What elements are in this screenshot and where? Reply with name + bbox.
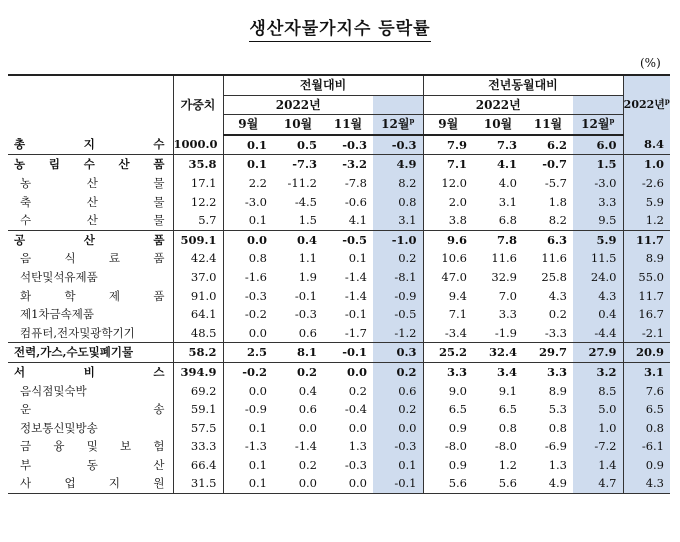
row-label: 축 산 물 [8,193,173,212]
table-row [8,135,670,155]
row-weight: 35.8 [173,155,223,174]
cell-mom: 2.2 [248,175,267,190]
row-label: 총 지 수 [8,135,173,155]
cell-yoy: 0.4 [573,305,623,324]
cell-mom: 0.0 [323,362,373,381]
cell-mom: 0.8 [373,193,423,212]
cell-mom: -0.9 [373,287,423,306]
table-row [8,193,670,212]
row-label: 석탄및석유제품 [8,268,173,287]
cell-mom: 0.0 [298,420,317,435]
cell-mom: -0.3 [373,437,423,456]
cell-yoy: 3.8 [448,213,467,228]
table-row [8,382,670,401]
cell-mom: -0.5 [323,230,373,249]
cell-yoy: 8.2 [548,213,567,228]
table-row [8,456,670,475]
row-label: 제1차금속제품 [8,305,173,324]
cell-mom: -0.2 [244,307,267,322]
row-label: 음식점및숙박 [8,382,173,401]
cell-annual: 55.0 [623,268,670,287]
cell-mom: 0.2 [273,362,323,381]
table-row [8,268,670,287]
cell-mom: -0.4 [344,402,367,417]
cell-mom: 1.3 [348,439,367,454]
cell-mom: 0.0 [223,230,273,249]
cell-yoy: 5.6 [423,474,473,493]
cell-mom: -1.2 [373,324,423,343]
cell-annual: 3.1 [623,362,670,381]
cell-yoy: 0.8 [548,420,567,435]
row-weight: 91.0 [173,287,223,306]
cell-yoy: 11.6 [491,251,517,266]
row-label: 사 업 지 원 [8,474,173,493]
cell-annual: 0.8 [623,419,670,438]
cell-mom: 0.2 [348,383,367,398]
row-weight: 58.2 [173,343,223,363]
cell-yoy: 8.9 [548,383,567,398]
cell-yoy: 4.3 [573,287,623,306]
cell-yoy: 0.2 [548,307,567,322]
cell-mom: 0.0 [273,474,323,493]
cell-mom: 0.1 [223,155,273,174]
cell-mom: -1.4 [344,269,367,284]
cell-yoy: 3.3 [523,362,573,381]
cell-yoy: 47.0 [441,269,467,284]
cell-yoy: -3.0 [573,174,623,193]
cell-annual: 1.2 [623,211,670,230]
row-label: 수 산 물 [8,211,173,230]
cell-annual: 16.7 [623,305,670,324]
cell-mom: 4.1 [348,213,367,228]
cell-yoy: 25.8 [541,269,567,284]
cell-mom: 0.2 [298,457,317,472]
cell-yoy: 5.0 [573,400,623,419]
cell-mom: -0.3 [294,307,317,322]
cell-yoy: 12.0 [441,175,467,190]
table-row [8,324,670,343]
cell-yoy: 0.9 [448,457,467,472]
cell-yoy: 6.0 [573,135,623,155]
header-mom-m10: 10월 [273,115,323,135]
row-weight: 1000.0 [173,135,223,155]
price-index-table [8,74,670,494]
cell-yoy: 7.9 [446,137,467,152]
cell-mom: 0.1 [246,137,267,152]
cell-mom: -1.3 [244,439,267,454]
cell-annual: 20.9 [623,343,670,363]
cell-yoy: 4.9 [523,474,573,493]
header-mom-m9: 9월 [223,115,273,135]
header-mom-year-cont [373,95,423,115]
cell-mom: -0.2 [223,362,273,381]
cell-yoy: 32.4 [473,343,523,363]
row-weight: 394.9 [173,362,223,381]
cell-mom: -0.1 [323,343,373,363]
cell-annual: 1.0 [623,155,670,174]
cell-yoy: 5.9 [573,230,623,249]
cell-mom: 0.3 [373,343,423,363]
table-row [8,211,670,230]
row-weight: 66.4 [173,456,223,475]
header-yoy-year-cont [573,95,623,115]
row-weight: 5.7 [173,211,223,230]
cell-mom: -8.1 [373,268,423,287]
cell-mom: 0.1 [248,420,267,435]
cell-yoy: 1.4 [573,456,623,475]
cell-yoy: 1.3 [548,457,567,472]
row-weight: 509.1 [173,230,223,249]
unit-label: (%) [640,56,661,70]
cell-yoy: 9.1 [498,383,517,398]
cell-yoy: 11.5 [573,249,623,268]
cell-annual: 6.5 [623,400,670,419]
table-row [8,174,670,193]
cell-yoy: 7.1 [448,307,467,322]
cell-yoy: 2.0 [448,194,467,209]
cell-mom: 0.1 [248,213,267,228]
row-label: 부 동 산 [8,456,173,475]
cell-yoy: 3.3 [423,362,473,381]
cell-yoy: 10.6 [441,251,467,266]
cell-mom: 0.4 [298,383,317,398]
cell-yoy: 4.1 [473,155,523,174]
row-weight: 42.4 [173,249,223,268]
cell-mom: 8.1 [273,343,323,363]
cell-mom: 0.2 [373,400,423,419]
cell-mom: -11.2 [287,175,317,190]
cell-yoy: 29.7 [523,343,573,363]
row-weight: 17.1 [173,174,223,193]
row-weight: 57.5 [173,419,223,438]
cell-mom: -1.4 [294,439,317,454]
cell-yoy: -7.2 [573,437,623,456]
row-weight: 59.1 [173,400,223,419]
cell-mom: -1.6 [244,269,267,284]
cell-yoy: 24.0 [573,268,623,287]
cell-yoy: 4.0 [498,175,517,190]
cell-mom: -0.1 [373,474,423,493]
cell-annual: -2.6 [623,174,670,193]
cell-mom: -1.4 [344,288,367,303]
cell-mom: 0.1 [248,457,267,472]
cell-yoy: 3.3 [498,307,517,322]
cell-yoy: 25.2 [423,343,473,363]
header-weight: 가중치 [173,75,223,135]
cell-mom: 0.8 [248,251,267,266]
cell-annual: 5.9 [623,193,670,212]
cell-yoy: 7.3 [496,137,517,152]
cell-yoy: 9.6 [423,230,473,249]
cell-mom: 8.2 [373,174,423,193]
cell-annual: 7.6 [623,382,670,401]
cell-yoy: -8.0 [494,439,517,454]
cell-mom: 0.1 [348,251,367,266]
table-row [8,400,670,419]
row-label: 공 산 품 [8,230,173,249]
cell-mom: 0.6 [373,382,423,401]
cell-yoy: 6.3 [523,230,573,249]
row-label: 정보통신및방송 [8,419,173,438]
cell-yoy: 9.5 [573,211,623,230]
row-weight: 12.2 [173,193,223,212]
row-label: 운 송 [8,400,173,419]
cell-mom: -0.9 [244,402,267,417]
table-row [8,305,670,324]
cell-yoy: 1.2 [498,457,517,472]
cell-mom: -0.5 [373,305,423,324]
cell-yoy: 4.3 [548,288,567,303]
cell-yoy: -1.9 [494,325,517,340]
cell-mom: -3.0 [244,194,267,209]
row-label: 농 산 물 [8,174,173,193]
cell-mom: 0.0 [248,325,267,340]
header-category [8,75,173,135]
cell-mom: 1.5 [298,213,317,228]
row-label: 음 식 료 품 [8,249,173,268]
cell-yoy: 1.0 [573,419,623,438]
cell-mom: 3.1 [373,211,423,230]
row-weight: 69.2 [173,382,223,401]
cell-yoy: -3.3 [544,325,567,340]
cell-mom: -0.6 [344,194,367,209]
cell-mom: 4.9 [373,155,423,174]
cell-yoy: 7.0 [498,288,517,303]
header-yoy-m9: 9월 [423,115,473,135]
cell-yoy: 6.2 [546,137,567,152]
cell-mom: -7.3 [273,155,323,174]
cell-mom: 0.0 [248,383,267,398]
table-row [8,155,670,174]
cell-mom: 0.0 [323,474,373,493]
header-yoy-m12: 12월$^p$ [573,115,623,135]
cell-yoy: -5.7 [544,175,567,190]
cell-annual: 11.7 [623,230,670,249]
cell-yoy: 4.7 [573,474,623,493]
cell-annual: 4.3 [623,474,670,493]
header-mom-m12: 12월$^p$ [373,115,423,135]
cell-mom: -0.1 [344,307,367,322]
cell-yoy: -4.4 [573,324,623,343]
header-annual: 2022년$^p$ [623,75,670,135]
cell-yoy: 5.3 [548,402,567,417]
table-row [8,287,670,306]
cell-mom: 2.5 [223,343,273,363]
cell-mom: -1.7 [344,325,367,340]
cell-mom: -0.3 [342,137,367,152]
cell-yoy: 32.9 [491,269,517,284]
cell-yoy: -8.0 [444,439,467,454]
cell-yoy: 3.1 [498,194,517,209]
cell-annual: -2.1 [623,324,670,343]
cell-mom: 0.6 [298,325,317,340]
cell-mom: 0.1 [223,474,273,493]
cell-yoy: 0.8 [498,420,517,435]
cell-yoy: 6.8 [498,213,517,228]
cell-yoy: 11.6 [541,251,567,266]
cell-mom: 0.5 [296,137,317,152]
row-label: 농 림 수 산 품 [8,155,173,174]
row-weight: 48.5 [173,324,223,343]
cell-yoy: 1.8 [548,194,567,209]
cell-mom: 0.0 [373,419,423,438]
row-label: 컴퓨터,전자및광학기기 [8,324,173,343]
cell-mom: 0.2 [373,249,423,268]
cell-mom: -0.3 [344,457,367,472]
cell-mom: -3.2 [323,155,373,174]
cell-yoy: 7.8 [473,230,523,249]
row-weight: 31.5 [173,474,223,493]
cell-mom: 0.4 [273,230,323,249]
cell-mom: -1.0 [373,230,423,249]
cell-annual: -6.1 [623,437,670,456]
table-row [8,362,670,381]
row-label: 금 융 및 보 험 [8,437,173,456]
row-weight: 37.0 [173,268,223,287]
row-label: 서 비 스 [8,362,173,381]
cell-mom: 0.2 [373,362,423,381]
cell-mom: 0.0 [348,420,367,435]
cell-yoy: 0.9 [448,420,467,435]
table-row [8,437,670,456]
header-mom-m11: 11월 [323,115,373,135]
header-yoy-m11: 11월 [523,115,573,135]
cell-yoy: 3.4 [473,362,523,381]
cell-mom: -7.8 [344,175,367,190]
cell-mom: 1.9 [298,269,317,284]
cell-annual: 8.4 [623,135,670,155]
cell-yoy: 6.5 [498,402,517,417]
row-weight: 33.3 [173,437,223,456]
cell-mom: -4.5 [294,194,317,209]
cell-yoy: 9.4 [448,288,467,303]
cell-mom: 0.6 [298,402,317,417]
table-row [8,419,670,438]
header-yoy-year: 2022년 [423,95,573,115]
cell-annual: 11.7 [623,287,670,306]
cell-yoy: 3.2 [573,362,623,381]
header-mom-year: 2022년 [223,95,373,115]
table-row [8,474,670,493]
cell-yoy: 8.5 [573,382,623,401]
table-row [8,343,670,363]
row-label: 화 학 제 품 [8,287,173,306]
cell-mom: -0.3 [244,288,267,303]
row-label: 전력,가스,수도및폐기물 [8,343,173,363]
page-title: 생산자물가지수 등락률 [0,14,680,39]
cell-yoy: 1.5 [573,155,623,174]
cell-yoy: 7.1 [423,155,473,174]
cell-annual: 0.9 [623,456,670,475]
cell-annual: 8.9 [623,249,670,268]
cell-mom: 0.1 [373,456,423,475]
cell-yoy: 9.0 [448,383,467,398]
row-weight: 64.1 [173,305,223,324]
header-yoy: 전년동월대비 [423,75,623,95]
cell-mom: 1.1 [298,251,317,266]
cell-mom: -0.3 [373,135,423,155]
cell-yoy: 6.5 [448,402,467,417]
cell-yoy: -3.4 [444,325,467,340]
cell-yoy: 3.3 [573,193,623,212]
cell-yoy: -0.7 [523,155,573,174]
cell-mom: -0.1 [294,288,317,303]
header-mom: 전월대비 [223,75,423,95]
table-row [8,249,670,268]
cell-yoy: 27.9 [573,343,623,363]
cell-yoy: -6.9 [544,439,567,454]
cell-yoy: 5.6 [473,474,523,493]
table-row [8,230,670,249]
header-yoy-m10: 10월 [473,115,523,135]
